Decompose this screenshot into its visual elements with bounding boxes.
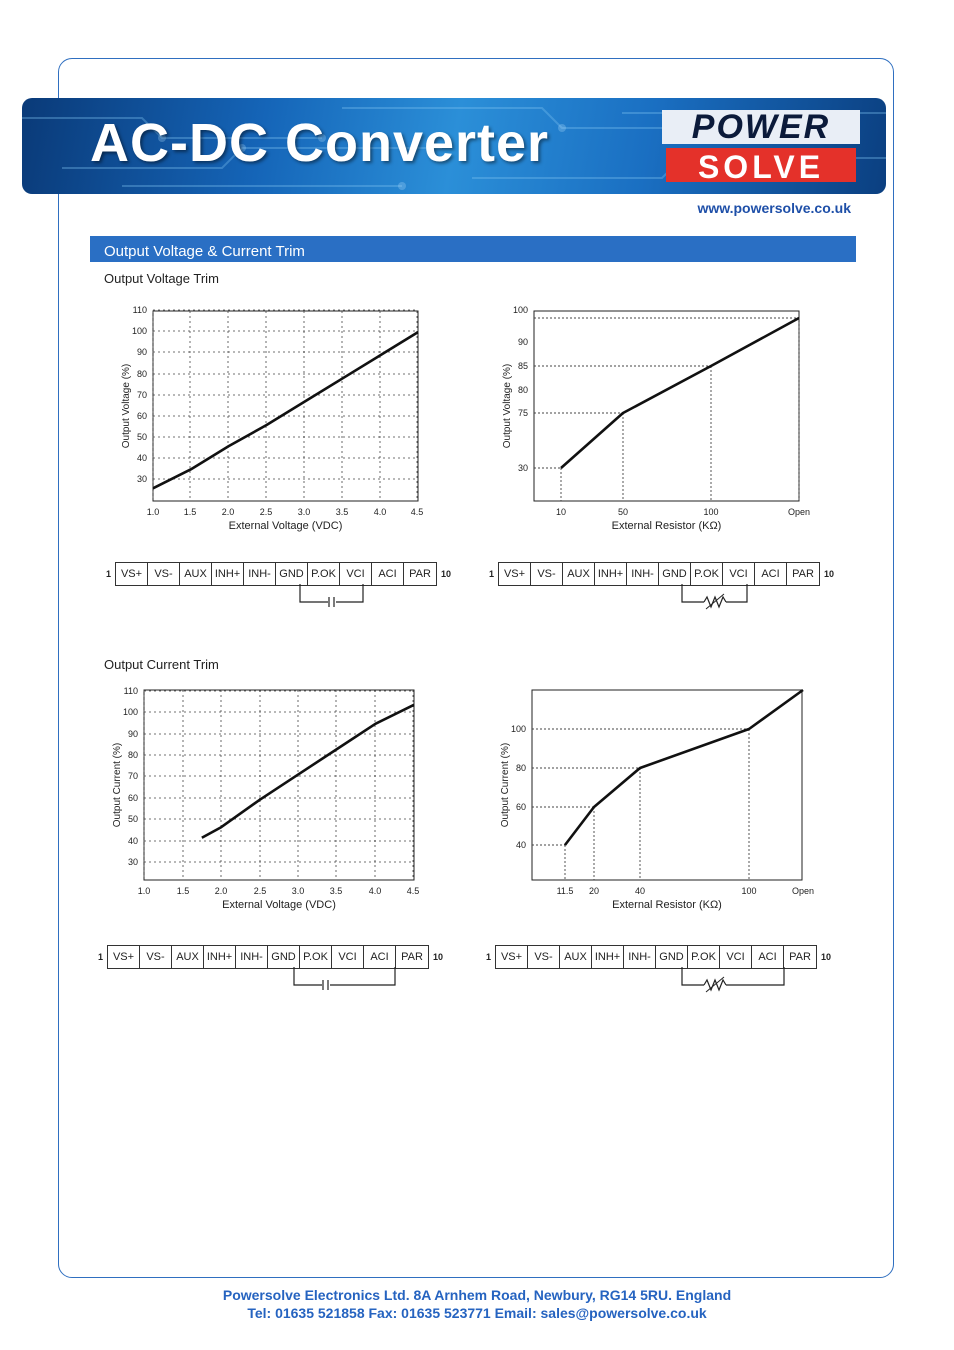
pin-gnd-label: GND <box>276 563 308 585</box>
x-tick-label: 4.5 <box>410 507 424 517</box>
x-tick-label: 3.0 <box>291 886 305 896</box>
y-tick-label: 30 <box>517 463 528 473</box>
voltage-vs-external-resistor-chart <box>492 296 822 536</box>
x-tick-label: 3.0 <box>297 507 311 517</box>
x-tick-label: 1.0 <box>146 507 160 517</box>
pin-aci-label: ACI <box>372 563 404 585</box>
x-tick-label: 11.5 <box>556 886 574 896</box>
x-tick-label: 4.5 <box>406 886 420 896</box>
plot-area <box>153 311 418 501</box>
voltage-trim-subtitle: Output Voltage Trim <box>104 271 219 286</box>
pin-header <box>115 562 437 586</box>
x-tick-label: Open <box>787 507 811 517</box>
pin-diagram-current-ext-resistor <box>482 945 835 969</box>
section-title: Output Voltage & Current Trim <box>104 243 305 260</box>
x-tick-label: 1.0 <box>137 886 151 896</box>
pin-start-number: 1 <box>98 952 104 962</box>
y-tick-label: 100 <box>512 305 528 315</box>
powersolve-logo <box>662 110 860 184</box>
pin-vs-label: VS- <box>531 563 563 585</box>
x-tick-label: 2.0 <box>221 507 235 517</box>
y-tick-label: 90 <box>127 729 138 739</box>
x-tick-label: 40 <box>634 886 646 896</box>
y-tick-label: 100 <box>122 707 138 717</box>
y-tick-label: 50 <box>127 814 138 824</box>
x-tick-label: 3.5 <box>329 886 343 896</box>
y-tick-label: 30 <box>127 857 138 867</box>
pin-end-number: 10 <box>821 952 832 962</box>
pin-aux-label: AUX <box>563 563 595 585</box>
x-axis-label: External Voltage (VDC) <box>222 899 336 911</box>
x-tick-label: 1.5 <box>176 886 190 896</box>
plot-area <box>144 690 414 880</box>
y-tick-label: 40 <box>136 453 147 463</box>
y-tick-label: 90 <box>517 337 528 347</box>
y-axis-label: Output Voltage (%) <box>121 363 132 449</box>
x-tick-label: 4.0 <box>368 886 382 896</box>
pin-vci-label: VCI <box>332 946 364 968</box>
x-tick-label: Open <box>791 886 815 896</box>
pin-vs-label: VS+ <box>496 946 528 968</box>
y-tick-label: 75 <box>517 408 528 418</box>
x-tick-label: 20 <box>588 886 600 896</box>
y-tick-label: 110 <box>132 305 147 315</box>
x-tick-label: 1.5 <box>183 507 197 517</box>
y-tick-label: 50 <box>136 432 147 442</box>
pin-vs-label: VS- <box>528 946 560 968</box>
pin-vci-label: VCI <box>723 563 755 585</box>
pin-p-ok-label: P.OK <box>308 563 340 585</box>
pin-header <box>107 945 429 969</box>
footer-address: Powersolve Electronics Ltd. 8A Arnhem Road, Newbury, RG14 5RU. England <box>222 1287 732 1303</box>
current-vs-external-voltage-chart <box>104 680 434 920</box>
page-title: AC-DC Converter <box>90 113 550 173</box>
pin-par-label: PAR <box>401 951 423 963</box>
x-tick-label: 10 <box>555 507 567 517</box>
y-tick-label: 60 <box>515 802 526 812</box>
y-tick-label: 80 <box>127 750 138 760</box>
pin-par-label: PAR <box>409 568 431 580</box>
resistor-connection-current <box>672 967 792 997</box>
current-vs-external-resistor-chart <box>490 680 820 920</box>
pin-aux-label: AUX <box>180 563 212 585</box>
x-tick-label: 100 <box>703 507 719 517</box>
pin-aci-label: ACI <box>752 946 784 968</box>
pin-p-ok-label: P.OK <box>300 946 332 968</box>
x-tick-label: 3.5 <box>335 507 349 517</box>
pin-inh-label: INH- <box>624 946 656 968</box>
voltage-vs-external-voltage-chart <box>108 296 438 536</box>
capacitor-connection <box>290 584 380 614</box>
resistor-connection <box>672 584 762 614</box>
pin-gnd-label: GND <box>268 946 300 968</box>
pin-vs-label: VS+ <box>108 946 140 968</box>
y-tick-label: 40 <box>515 840 526 850</box>
x-axis-label: External Voltage (VDC) <box>228 520 343 532</box>
pin-inh-label: INH- <box>627 563 659 585</box>
pin-vs-label: VS+ <box>116 563 148 585</box>
y-axis-label: Output Voltage (%) <box>502 363 513 449</box>
y-tick-label: 30 <box>136 474 147 484</box>
y-tick-label: 110 <box>123 686 138 696</box>
pin-inh-label: INH+ <box>212 563 244 585</box>
y-axis-label: Output Current (%) <box>112 742 123 828</box>
footer-contact: Tel: 01635 521858 Fax: 01635 523771 Email: sales@powersolve.co.uk <box>247 1305 707 1321</box>
pin-aux-label: AUX <box>172 946 204 968</box>
pin-start-number: 1 <box>106 569 112 579</box>
pin-aux-label: AUX <box>560 946 592 968</box>
website-link[interactable]: www.powersolve.co.uk <box>697 200 851 216</box>
y-tick-label: 80 <box>136 369 147 379</box>
current-trim-subtitle: Output Current Trim <box>104 657 219 672</box>
y-tick-label: 40 <box>127 836 138 846</box>
pin-inh-label: INH+ <box>204 946 236 968</box>
pin-vci-label: VCI <box>340 563 372 585</box>
pin-start-number: 1 <box>489 569 495 579</box>
pin-inh-label: INH- <box>244 563 276 585</box>
pin-end-number: 10 <box>441 569 452 579</box>
pin-inh-label: INH- <box>236 946 268 968</box>
pin-par-label: PAR <box>789 951 811 963</box>
pin-gnd-label: GND <box>656 946 688 968</box>
x-tick-label: 2.0 <box>214 886 228 896</box>
pin-end-number: 10 <box>824 569 835 579</box>
pin-p-ok-label: P.OK <box>688 946 720 968</box>
logo-top-text: POWER <box>662 110 860 144</box>
y-axis-label: Output Current (%) <box>500 742 511 828</box>
y-tick-label: 80 <box>517 385 528 395</box>
pin-aci-label: ACI <box>364 946 396 968</box>
pin-end-number: 10 <box>433 952 444 962</box>
y-tick-label: 100 <box>131 326 147 336</box>
pin-vs-label: VS- <box>140 946 172 968</box>
pin-aci-label: ACI <box>755 563 787 585</box>
pin-start-number: 1 <box>486 952 492 962</box>
capacitor-connection-current <box>284 967 404 997</box>
y-tick-label: 60 <box>127 793 138 803</box>
pin-gnd-label: GND <box>659 563 691 585</box>
x-tick-label: 100 <box>741 886 757 896</box>
pin-par-label: PAR <box>792 568 814 580</box>
x-tick-label: 2.5 <box>259 507 273 517</box>
pin-header <box>498 562 820 586</box>
pin-diagram-voltage-ext-resistor <box>485 562 838 586</box>
x-tick-label: 4.0 <box>373 507 387 517</box>
pin-header <box>495 945 817 969</box>
y-tick-label: 85 <box>517 361 528 371</box>
pin-vs-label: VS+ <box>499 563 531 585</box>
pin-inh-label: INH+ <box>595 563 627 585</box>
pin-vci-label: VCI <box>720 946 752 968</box>
pin-p-ok-label: P.OK <box>691 563 723 585</box>
y-tick-label: 100 <box>510 724 526 734</box>
y-tick-label: 90 <box>136 347 147 357</box>
y-tick-label: 80 <box>515 763 526 773</box>
x-axis-label: External Resistor (KΩ) <box>612 899 722 911</box>
pin-diagram-voltage-ext-voltage <box>102 562 455 586</box>
x-axis-label: External Resistor (KΩ) <box>611 520 722 532</box>
y-tick-label: 60 <box>136 411 147 421</box>
pin-vs-label: VS- <box>148 563 180 585</box>
pin-inh-label: INH+ <box>592 946 624 968</box>
pin-diagram-current-ext-voltage <box>94 945 447 969</box>
x-tick-label: 2.5 <box>253 886 267 896</box>
x-tick-label: 50 <box>617 507 629 517</box>
y-tick-label: 70 <box>127 771 138 781</box>
logo-bottom-text: SOLVE <box>666 148 856 182</box>
y-tick-label: 70 <box>136 390 147 400</box>
